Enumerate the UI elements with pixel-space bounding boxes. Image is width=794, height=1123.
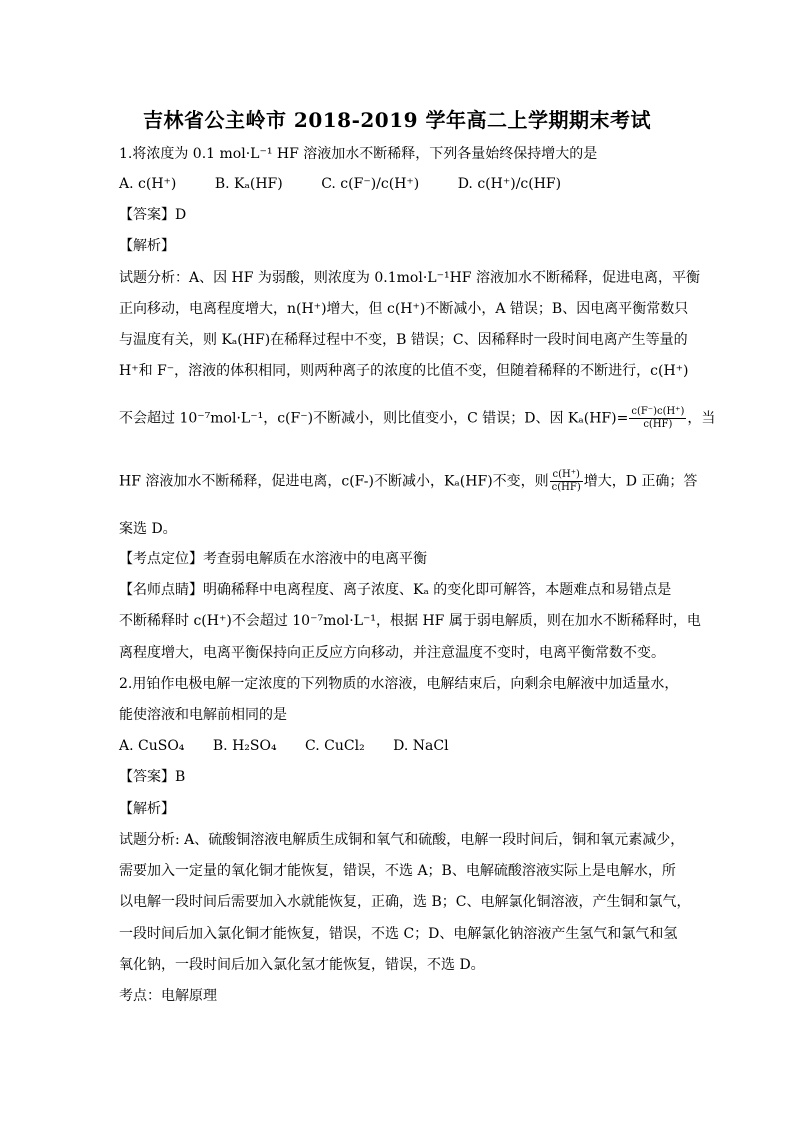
q2-analysis-line: 氧化钠，一段时间后加入氯化氢才能恢复，错误，不选 D。 [119,957,485,973]
ratio-denominator: c(HF) [551,482,581,493]
q2-analysis-line: 需要加入一定量的氧化铜才能恢复，错误，不选 A；B、电解硫酸溶液实际上是电解水，所 [119,863,676,879]
q1-stem: 1.将浓度为 0.1 mol·L⁻¹ HF 溶液加水不断稀释，下列各量始终保持增大的是 [119,146,598,162]
q1-analysis-line: 正向移动，电离程度增大，n(H⁺)增大，但 c(H⁺)不断减小，A 错误；B、因电离平衡常数只 [119,301,689,317]
q2-analysis-line: 试题分析: A、硫酸铜溶液电解质生成铜和氧气和硫酸，电解一段时间后，铜和氧元素减少， [119,832,685,848]
q1-line5-tail: ，当 [687,410,716,427]
q1-analysis-line: 与温度有关，则 Kₐ(HF)在稀释过程中不变，B 错误；C、因稀释时一段时间电离产生等量的 [119,332,688,348]
q1-mingshi-line: 不断稀释时 c(H⁺)不会超过 10⁻⁷mol·L⁻¹，根据 HF 属于弱电解质，则在加水不断稀释时，电 [119,613,701,629]
q1-analysis-label: 【解析】 [119,238,175,254]
q1-options [119,174,561,194]
q1-kaodian: 【考点定位】考查弱电解质在水溶液中的电离平衡 [119,551,427,567]
q2-stem-line: 2.用铂作电极电解一定浓度的下列物质的水溶液，电解结束后，向剩余电解液中加适量水， [119,676,679,692]
q1-answer: 【答案】D [119,207,187,223]
q1-analysis-line-with-fraction [119,469,697,494]
q2-option-c: C. CuCl₂ [305,738,365,754]
q2-analysis-line: 以电解一段时间后需要加入水就能恢复，正确，选 B；C、电解氯化铜溶液，产生铜和氯气， [119,894,691,910]
page-title: 吉林省公主岭市 2018-2019 学年高二上学期期末考试 [142,108,652,132]
q1-line5-text: 不会超过 10⁻⁷mol·L⁻¹，c(F⁻)不断减小，则比值变小，C 错误；D、因 Kₐ(HF)= [119,410,629,427]
q2-option-b: B. H₂SO₄ [212,738,277,754]
ratio-fraction [550,469,583,494]
q1-line6-tail: 增大，D 正确；答 [583,473,698,490]
q1-analysis-line-with-fraction [119,406,715,431]
q1-option-a: A. c(H⁺) [119,176,177,192]
q1-mingshi-line: 【名师点睛】明确稀释中电离程度、离子浓度、Kₐ 的变化即可解答，本题难点和易错点是 [119,582,672,598]
q2-analysis-label: 【解析】 [119,801,175,817]
q1-option-b: B. Kₐ(HF) [214,176,283,192]
q1-option-d: D. c(H⁺)/c(HF) [457,176,562,192]
q2-kaodian: 考点：电解原理 [119,988,217,1004]
ka-fraction [629,406,686,431]
q2-option-a: A. CuSO₄ [119,738,185,754]
ka-denominator: c(HF) [643,419,673,430]
q2-option-d: D. NaCl [393,738,449,754]
q1-analysis-line: 试题分析：A、因 HF 为弱酸，则浓度为 0.1mol·L⁻¹HF 溶液加水不断稀释，促进电离，平衡 [119,270,700,286]
q1-analysis-line: 案选 D。 [119,521,177,537]
q2-options [119,736,449,756]
ratio-numerator: c(H⁺) [550,469,583,482]
q1-mingshi-line: 离程度增大，电离平衡保持向正反应方向移动，并注意温度不变时，电离平衡常数不变。 [119,645,665,661]
q1-option-c: C. c(F⁻)/c(H⁺) [321,176,420,192]
q1-analysis-line: H⁺和 F⁻，溶液的体积相同，则两种离子的浓度的比值不变，但随着稀释的不断进行，c(H⁺) [119,363,689,379]
q2-analysis-line: 一段时间后加入氯化铜才能恢复，错误，不选 C；D、电解氯化钠溶液产生氢气和氯气和氢 [119,926,678,942]
q2-answer: 【答案】B [119,769,186,785]
q2-stem-line: 能使溶液和电解前相同的是 [119,707,287,723]
q1-line6-text: HF 溶液加水不断稀释，促进电离，c(F-)不断减小，Kₐ(HF)不变，则 [119,473,549,490]
ka-numerator: c(F⁻)c(H⁺) [631,406,685,417]
